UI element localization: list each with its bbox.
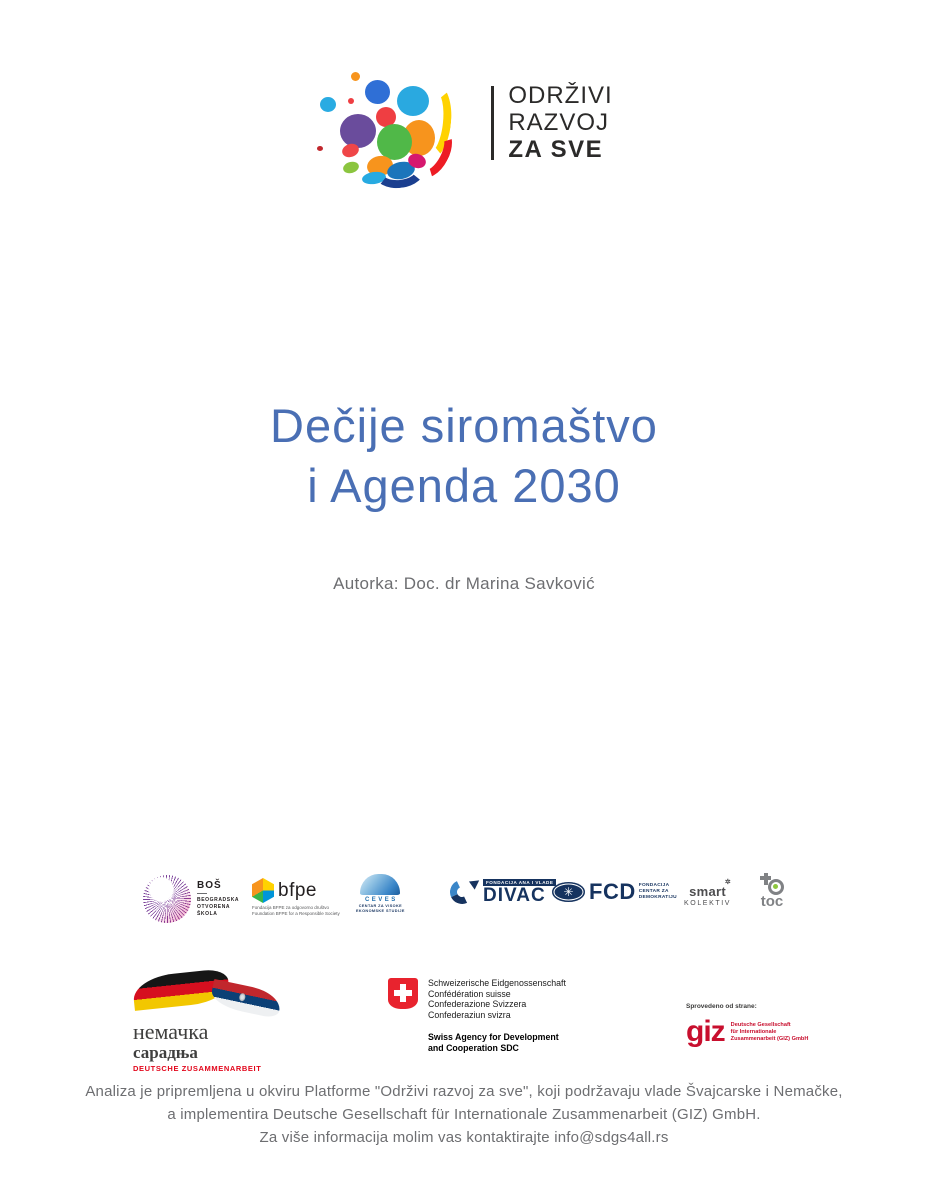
swiss-text [428,978,566,1053]
bos-line: ŠKOLA [197,911,218,917]
brand-wordmark [508,70,612,205]
smart-word [689,879,731,899]
fcd-subline: DEMOKRATIJU [638,895,677,900]
logo-giz [686,1003,809,1048]
swiss-agency-line: Swiss Agency for Development [428,1032,559,1042]
logo-bfpe [252,878,340,917]
sphere-bubble [342,160,360,175]
logo-swiss-sdc [388,978,566,1053]
smart-text: smart [689,884,726,899]
footer-line-1: Analiza je pripremljena u okviru Platforme "Održivi razvoj za sve", koji podržavaju vlade Švajcarske i Nemačke, [85,1083,843,1100]
bos-burst-icon [143,875,191,923]
bfpe-block [252,878,340,917]
german-coop-line1: немачка [133,1019,209,1044]
giz-desc-line: Zusammenarbeit (GIZ) GmbH [730,1035,809,1042]
ceves-dome-icon [360,874,400,895]
divac-topline: FONDACIJA ANA I VLADE [483,879,556,886]
giz-logo-row [686,1015,809,1048]
german-coop-line2: сарадња [133,1043,198,1062]
bfpe-top [252,878,340,903]
giz-description [731,1022,809,1043]
swiss-line: Confederazione Svizzera [428,999,527,1009]
logo-smart-kolektiv [684,879,732,907]
smart-spark-icon: ✲ [724,879,731,886]
bfpe-subline: Foundation BFPE for a Responsible Society [252,911,340,916]
bfpe-name: bfpe [278,879,317,901]
divac-swoosh-icon [450,878,480,906]
donor-logos-row [0,973,928,1073]
fcd-sublines [639,883,677,901]
fcd-abbr: FCD [589,879,636,904]
sphere-bubble [317,146,323,151]
german-coop-line3: DEUTSCHE ZUSAMMENARBEIT [133,1064,262,1073]
fcd-subline: FONDACIJA [638,883,670,888]
swiss-agency-line: and Cooperation SDC [428,1042,519,1053]
footer-line-3: Za više informacija molim vas kontaktirajte info@sdgs4all.rs [259,1129,669,1146]
footer-line-2: a implementira Deutsche Gesellschaft für Internationale Zusammenarbeit (GIZ) GmbH. [167,1106,761,1123]
bos-line: OTVORENA [197,904,231,910]
bfpe-subline: Fondacija BFPE za odgovorno društvo [252,905,330,910]
logo-fcd [552,879,677,905]
sphere-bubble [365,80,390,104]
giz-wordmark: giz [686,1015,725,1048]
bos-line: BEOGRADSKA [197,897,240,903]
swiss-line: Confédération suisse [428,988,511,999]
author-line: Autorka: Doc. dr Marina Savković [333,574,595,593]
swiss-shield-icon [388,978,418,1009]
brand-line: ZA SVE [508,136,604,163]
fcd-star-icon: ✳ [563,885,574,899]
ceves-subline: CENTAR ZA VISOKE [358,904,403,908]
giz-desc-line: Deutsche Gesellschaft [730,1021,791,1028]
german-serbian-ribbons-icon [133,973,283,1019]
giz-caption: Sprovedeno od strane: [686,1003,757,1010]
brand-line: ODRŽIVI [508,82,613,109]
swiss-confederation-lines [428,978,566,1020]
serbian-flag-ribbon [209,979,283,1019]
ceves-subline: EKONOMSKE STUDIJE [356,908,405,913]
divac-name: DIVAC [483,884,546,906]
bos-abbr: BOŠ [197,880,222,891]
giz-desc-line: für Internationale [730,1028,777,1035]
bfpe-hexagon-icon [252,878,274,903]
brand-divider [491,86,494,160]
sphere-bubble [351,72,360,81]
bos-text [197,880,239,918]
swiss-agency-lines [428,1032,566,1053]
toc-t-horizontal [760,876,771,880]
swiss-cross-horizontal [394,990,412,996]
toc-glyph-icon [760,873,784,895]
brand-line: RAZVOJ [508,109,610,136]
sphere-bubble [348,98,354,104]
swiss-line: Schweizerische Eidgenossenschaft [428,978,566,988]
sdg-sphere-logo-icon [315,70,467,198]
brand-header [0,70,928,205]
logo-toc [760,873,784,909]
smart-subline: KOLEKTIV [684,900,732,907]
swiss-line: Confederaziun svizra [428,1009,511,1020]
toc-green-dot [773,884,778,889]
title-line-1: Dečije siromaštvo [270,399,658,452]
logo-divac [450,878,556,906]
bos-rule [197,893,207,894]
divac-text [483,879,556,906]
serbian-emblem [239,993,247,1002]
toc-name: toc [760,893,784,910]
page-title [0,396,928,516]
logo-bos [143,875,239,923]
logo-ceves [356,874,405,914]
title-line-2: i Agenda 2030 [307,459,621,512]
fcd-subline: CENTAR ZA [638,889,669,894]
logo-german-cooperation [133,973,283,1073]
sphere-bubble [320,97,336,112]
sphere-bubble [340,114,376,148]
ceves-name: CEVES [364,897,398,903]
footer-note [0,1080,928,1149]
partner-logos-row [0,868,928,930]
fcd-oval-icon [552,882,585,902]
